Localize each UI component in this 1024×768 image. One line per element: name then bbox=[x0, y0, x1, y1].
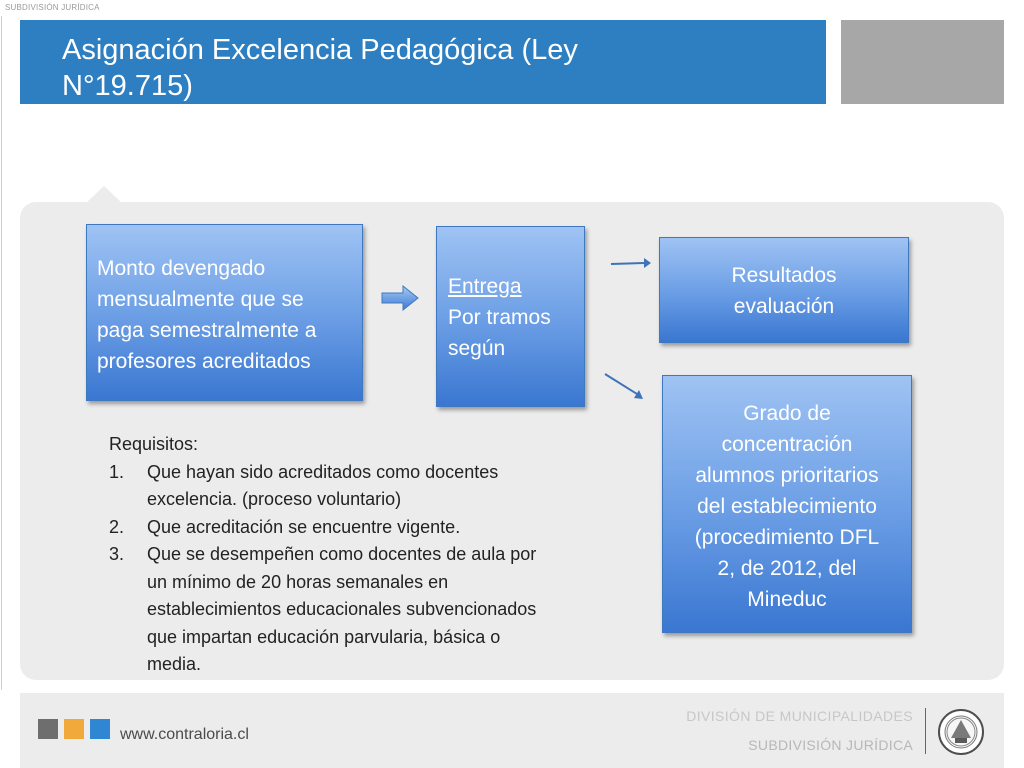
payment-description-line-1: Monto devengado bbox=[97, 257, 266, 280]
payment-description-box bbox=[86, 224, 363, 401]
page-title-line-2: N°19.715) bbox=[62, 70, 193, 102]
priority-students-line-6: 2, de 2012, del bbox=[717, 557, 857, 580]
panel-notch bbox=[86, 186, 122, 203]
requirement-2-line-1: Que acreditación se encuentre vigente. bbox=[147, 516, 461, 537]
footer-gray-square bbox=[38, 719, 58, 739]
title-banner bbox=[20, 20, 826, 104]
evaluation-results-line-1: Resultados bbox=[731, 264, 837, 287]
division-label: DIVISIÓN DE MUNICIPALIDADES bbox=[686, 708, 913, 724]
requirements-title: Requisitos: bbox=[109, 434, 199, 454]
priority-students-line-5: (procedimiento DFL bbox=[694, 526, 880, 549]
diagonal-arrow-icon bbox=[603, 371, 645, 401]
delivery-box bbox=[436, 226, 585, 407]
requirements-list bbox=[109, 459, 609, 679]
priority-students-line-7: Mineduc bbox=[747, 588, 827, 611]
payment-description-line-4: profesores acreditados bbox=[97, 350, 311, 373]
priority-students-line-3: alumnos prioritarios bbox=[695, 464, 879, 487]
right-arrow-icon bbox=[610, 256, 652, 270]
requirement-3-line-2: un mínimo de 20 horas semanales en bbox=[147, 571, 449, 592]
website-link[interactable]: www.contraloria.cl bbox=[120, 726, 249, 743]
footer bbox=[20, 693, 1004, 768]
footer-orange-square bbox=[64, 719, 84, 739]
requirement-1-line-2: excelencia. (proceso voluntario) bbox=[147, 489, 402, 509]
priority-students-box bbox=[662, 375, 912, 633]
page-title-line-1: Asignación Excelencia Pedagógica (Ley bbox=[62, 34, 578, 66]
institution-seal-icon bbox=[937, 708, 985, 756]
requirement-number-1: 1. bbox=[109, 461, 125, 482]
delivery-line-2: Por tramos bbox=[448, 306, 551, 329]
requirement-item-3 bbox=[109, 541, 609, 679]
footer-divider bbox=[925, 708, 926, 754]
payment-description-line-3: paga semestralmente a bbox=[97, 319, 317, 342]
requirement-item-2 bbox=[109, 514, 609, 542]
header-gray-block bbox=[841, 20, 1004, 104]
requirement-3-line-4: que impartan educación parvularia, básica o bbox=[147, 626, 501, 647]
requirement-3-line-3: establecimientos educacionales subvencionados bbox=[147, 599, 537, 619]
requirement-number-3: 3. bbox=[109, 544, 125, 564]
requirement-number-2: 2. bbox=[109, 516, 125, 537]
priority-students-line-4: del establecimiento bbox=[697, 495, 877, 518]
subdivision-label: SUBDIVISIÓN JURÍDICA bbox=[748, 737, 913, 753]
right-arrow-icon bbox=[381, 285, 419, 311]
section-label: SUBDIVISIÓN JURÍDICA bbox=[5, 3, 100, 12]
requirement-3-line-1: Que se desempeñen como docentes de aula por bbox=[147, 544, 537, 564]
requirement-1-line-1: Que hayan sido acreditados como docentes bbox=[147, 461, 499, 482]
requirement-text-3 bbox=[147, 541, 609, 679]
requirement-text-1 bbox=[147, 459, 609, 514]
priority-students-line-2: concentración bbox=[721, 433, 853, 456]
evaluation-results-box bbox=[659, 237, 909, 343]
evaluation-results-line-2: evaluación bbox=[733, 295, 835, 318]
requirement-3-line-5: media. bbox=[147, 654, 202, 674]
requirements-section bbox=[109, 431, 609, 679]
priority-students-line-1: Grado de bbox=[743, 402, 831, 425]
payment-description-line-2: mensualmente que se bbox=[97, 288, 304, 311]
delivery-line-3: según bbox=[448, 337, 506, 360]
delivery-title: Entrega bbox=[448, 275, 522, 298]
left-border-line bbox=[1, 16, 2, 690]
requirement-text-2 bbox=[147, 514, 609, 542]
requirement-item-1 bbox=[109, 459, 609, 514]
footer-blue-square bbox=[90, 719, 110, 739]
